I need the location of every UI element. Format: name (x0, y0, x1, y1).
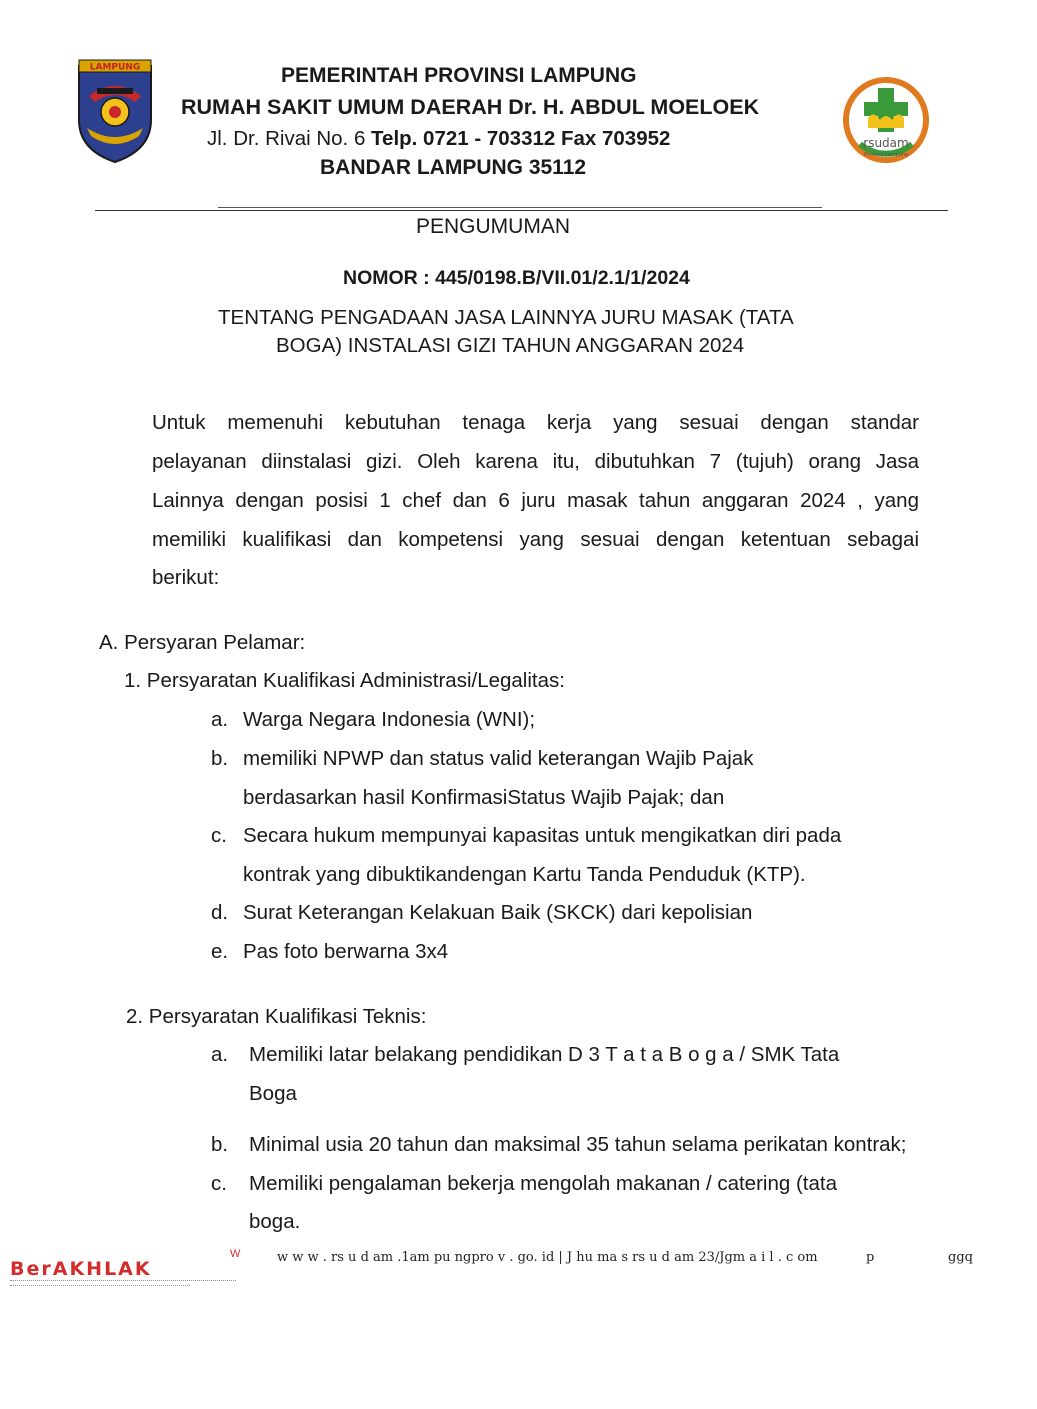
intro-line-1: Untuk memenuhi kebutuhan tenaga kerja yang sesuai dengan standar (152, 411, 919, 434)
header-hospital-name: RUMAH SAKIT UMUM DAERAH Dr. H. ABDUL MOELOEK (181, 95, 760, 119)
section-a-heading: A. Persyaran Pelamar: (99, 631, 306, 654)
rsudam-logo (840, 74, 932, 166)
sub1-item-c-marker: c. (211, 824, 227, 847)
sub1-item-a-marker: a. (211, 708, 229, 731)
berakhlak-mark: W (230, 1248, 241, 1260)
sub1-item-c-text-2: kontrak yang dibuktikandengan Kartu Tanda Penduduk (KTP). (243, 863, 806, 886)
sub2-item-b-text: Minimal usia 20 tahun dan maksimal 35 tahun selama perikatan kontrak; (249, 1133, 907, 1156)
emblem-label: LAMPUNG (89, 62, 141, 73)
sub1-item-c-text-1: Secara hukum mempunyai kapasitas untuk mengikatkan diri pada (243, 824, 842, 847)
berakhlak-logo (8, 1248, 241, 1292)
announcement-subject-line2: BOGA) INSTALASI GIZI TAHUN ANGGARAN 2024 (276, 334, 745, 357)
sub1-item-d-marker: d. (211, 901, 229, 924)
footer-contact-links: w w w . rs u d am .1am pu ngpro v . go. id | J hu ma s rs u d am 23/Jgm a i l . c om (277, 1250, 818, 1265)
sub1-item-b-text-1: memiliki NPWP dan status valid keterangan Wajib Pajak (243, 747, 754, 770)
sub2-item-a-text-1: Memiliki latar belakang pendidikan D 3 T a t a B o g a / SMK Tata (249, 1043, 840, 1066)
sub2-item-c-text-1: Memiliki pengalaman bekerja mengolah makanan / catering (tata (249, 1172, 837, 1195)
intro-line-4: memiliki kualifikasi dan kompetensi yang sesuai dengan ketentuan sebagai (152, 528, 919, 551)
sub2-item-c-marker: c. (211, 1172, 227, 1195)
announcement-title: PENGUMUMAN (416, 215, 571, 238)
lampung-emblem-logo (75, 58, 155, 164)
sub1-item-e-marker: e. (211, 940, 229, 963)
header-city: BANDAR LAMPUNG 35112 (320, 156, 587, 179)
sub1-item-b-marker: b. (211, 747, 229, 770)
footer-stray-text-1: p (866, 1250, 875, 1265)
header-divider (95, 210, 948, 211)
intro-line-3: Lainnya dengan posisi 1 chef dan 6 juru masak tahun anggaran 2024 , yang (152, 489, 919, 512)
sub1-item-e-text: Pas foto berwarna 3x4 (243, 940, 449, 963)
header-address-street: Jl. Dr. Rivai No. 6 (207, 127, 372, 150)
sub1-heading: 1. Persyaratan Kualifikasi Administrasi/Legalitas: (124, 669, 565, 692)
announcement-subject-line1: TENTANG PENGADAAN JASA LAINNYA JURU MASAK (TATA (218, 306, 794, 329)
sub1-item-d-text: Surat Keterangan Kelakuan Baik (SKCK) dari kepolisian (243, 901, 753, 924)
sub2-item-b-marker: b. (211, 1133, 229, 1156)
header-address-phone: Telp. 0721 - 703312 Fax 703952 (371, 127, 671, 150)
rsudam-logo-label: rsudam (863, 136, 909, 150)
header-divider-inner (218, 207, 822, 208)
intro-line-5: berikut: (152, 566, 220, 589)
berakhlak-tagline-line-2 (10, 1285, 190, 1289)
sub2-item-c-text-2: boga. (249, 1210, 301, 1233)
sub2-item-a-text-2: Boga (249, 1082, 297, 1105)
sub1-item-a-text: Warga Negara Indonesia (WNI); (243, 708, 536, 731)
berakhlak-wordmark: BerAKHLAK (10, 1258, 152, 1280)
intro-line-2: pelayanan diinstalasi gizi. Oleh karena itu, dibutuhkan 7 (tujuh) orang Jasa (152, 450, 919, 473)
announcement-number: NOMOR : 445/0198.B/VII.01/2.1/1/2024 (343, 267, 690, 289)
sub2-heading: 2. Persyaratan Kualifikasi Teknis: (126, 1005, 427, 1028)
footer-stray-text-2: ggq (948, 1250, 973, 1265)
header-address (207, 127, 670, 151)
berakhlak-tagline-line-1 (10, 1280, 236, 1284)
header-government-name: PEMERINTAH PROVINSI LAMPUNG (281, 64, 637, 87)
sub1-item-b-text-2: berdasarkan hasil KonfirmasiStatus Wajib Pajak; dan (243, 786, 725, 809)
sub2-item-a-marker: a. (211, 1043, 229, 1066)
rsudam-logo-sublabel: Provinsi Lampung (863, 152, 909, 158)
